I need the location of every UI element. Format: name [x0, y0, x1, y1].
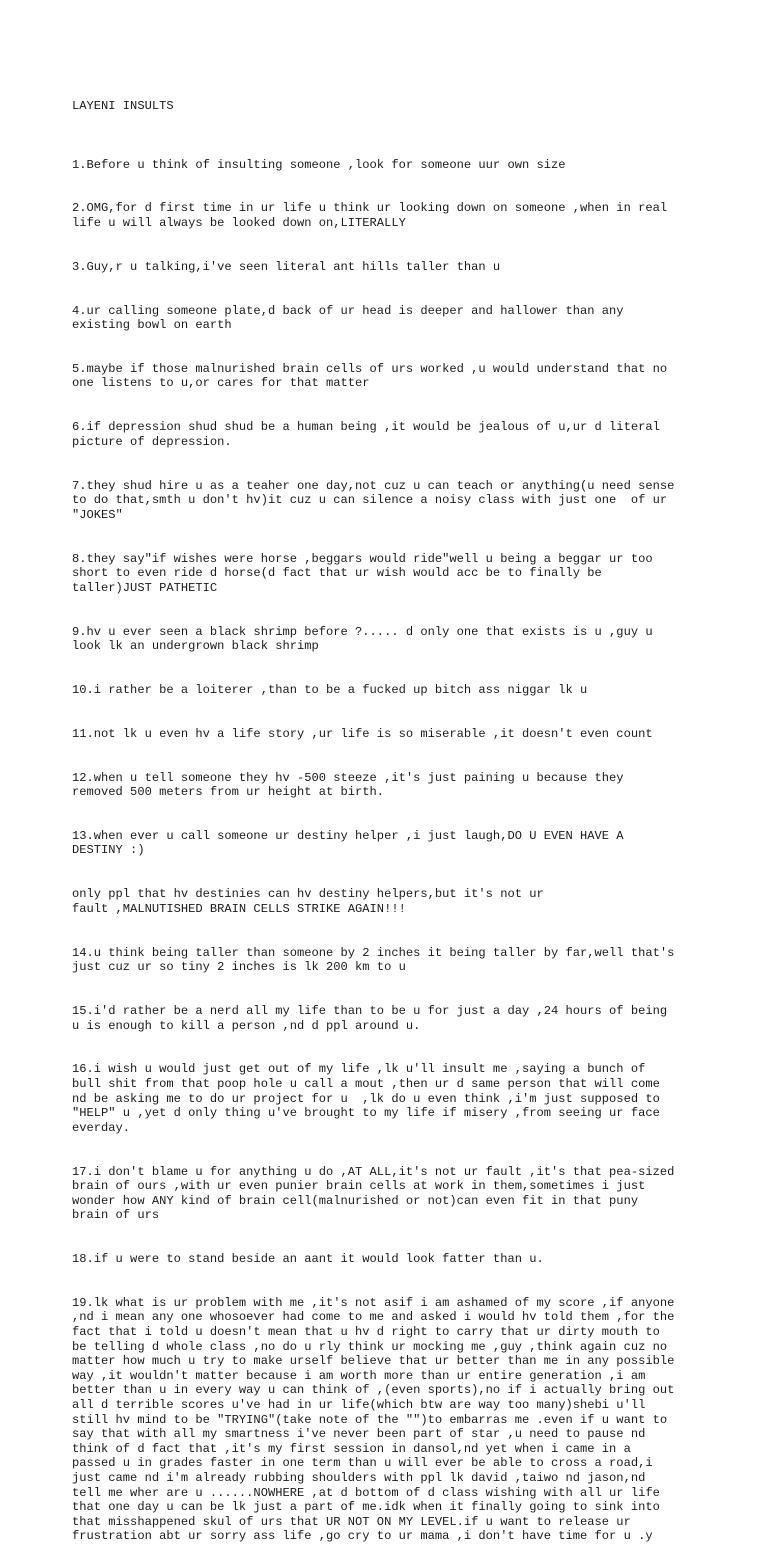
- paragraph-8: 8.they say"if wishes were horse ,beggars would ride"well u being a beggar ur too short to even ride d horse(d fact that ur wish would acc be to finally be taller)JUST PATHETIC: [72, 551, 653, 595]
- document-title: LAYENI INSULTS: [72, 99, 174, 114]
- paragraph-14: 14.u think being taller than someone by 2 inches it being taller by far,well that's just cuz ur so tiny 2 inches is lk 200 km to u: [72, 945, 675, 975]
- document-page: [72, 70, 712, 1559]
- paragraph-7: 7.they shud hire u as a teaher one day,not cuz u can teach or anything(u need sense to do that,smth u don't hv)it cuz u can silence a noisy class with just one of ur "JOKES": [72, 478, 675, 522]
- paragraph-1: 1.Before u think of insulting someone ,look for someone uur own size: [72, 157, 566, 172]
- paragraph-18: 18.if u were to stand beside an aant it would look fatter than u.: [72, 1252, 544, 1267]
- paragraph-9: 9.hv u ever seen a black shrimp before ?..... d only one that exists is u ,guy u look lk an undergrown black shrimp: [72, 624, 653, 654]
- paragraph-13-continued: only ppl that hv destinies can hv destiny helpers,but it's not ur fault ,MALNUTISHED BRAIN CELLS STRIKE AGAIN!!!: [72, 887, 544, 916]
- paragraph-12: 12.when u tell someone they hv -500 steeze ,it's just paining u because they removed 500 meters from ur height at birth.: [72, 770, 624, 800]
- paragraph-4: 4.ur calling someone plate,d back of ur head is deeper and hallower than any existing bowl on earth: [72, 303, 624, 333]
- paragraph-6: 6.if depression shud shud be a human being ,it would be jealous of u,ur d literal picture of depression.: [72, 420, 660, 449]
- paragraph-15: 15.i'd rather be a nerd all my life than to be u for just a day ,24 hours of being u is enough to kill a person ,nd d ppl around u.: [72, 1004, 668, 1033]
- paragraph-5: 5.maybe if those malnurished brain cells of urs worked ,u would understand that no one listens to u,or cares for that matter: [72, 361, 668, 391]
- paragraph-16: 16.i wish u would just get out of my life ,lk u'll insult me ,saying a bunch of bull shit from that poop hole u call a mout ,then ur d same person that will come nd be asking me to do ur project for u ,lk do u even think ,i'm just supposed to "HELP" u ,yet d only thing u've brought to my life if misery ,from seeing ur face everday.: [72, 1062, 660, 1135]
- paragraph-13: 13.when ever u call someone ur destiny helper ,i just laugh,DO U EVEN HAVE A DESTINY :): [72, 828, 624, 858]
- paragraph-11: 11.not lk u even hv a life story ,ur life is so miserable ,it doesn't even count: [72, 726, 653, 741]
- paragraph-17: 17.i don't blame u for anything u do ,AT ALL,it's not ur fault ,it's that pea-sized brain of ours ,with ur even punier brain cells at work in them,sometimes i just wonder how ANY kind of brain cell(malnurished or not)can even fit in that puny brain of urs: [72, 1164, 675, 1223]
- paragraph-19: 19.lk what is ur problem with me ,it's not asif i am ashamed of my score ,if anyone ,nd i mean any one whosoever had come to me and asked i would hv told them ,for the fact that i told u doesn't mean that u hv d right to carry that ur dirty mouth to be telling d whole class ,no do u rly think ur mocking me ,guy ,think again cuz no matter how much u try to make urself believe that ur better than me in any possible way ,it wouldn't matter because i am worth more than ur entire generation ,i am better than u in every way u can think of ,(even sports),no if i actually bring out all d terrible scores u've had in ur life(which btw are way too many)shebi u'll still hv mind to be "TRYING"(take note of the "")to embarras me .even if u want to say that with all my smartness i've never been part of star ,u need to pause nd think of d fact that ,it's my first session in dansol,nd yet when i came in a passed u in grades faster in one term than u will ever be able to cross a road,i just came nd i'm already rubbing shoulders with ppl lk david ,taiwo nd jason,nd tell me wher are u ......NOWHERE ,at d bottom of d class wishing with all ur life that one day u can be lk just a part of me.idk when it finally going to sink into that misshappened skul of urs that UR NOT ON MY LEVEL.if u want to release ur frustration abt ur sorry ass life ,go cry to ur mama ,i don't have time for u .y: [72, 1295, 675, 1544]
- paragraph-3: 3.Guy,r u talking,i've seen literal ant hills taller than u: [72, 259, 501, 274]
- paragraph-10: 10.i rather be a loiterer ,than to be a fucked up bitch ass niggar lk u: [72, 682, 588, 697]
- paragraph-2: 2.OMG,for d first time in ur life u think ur looking down on someone ,when in real life u will always be looked down on,LITERALLY: [72, 201, 668, 230]
